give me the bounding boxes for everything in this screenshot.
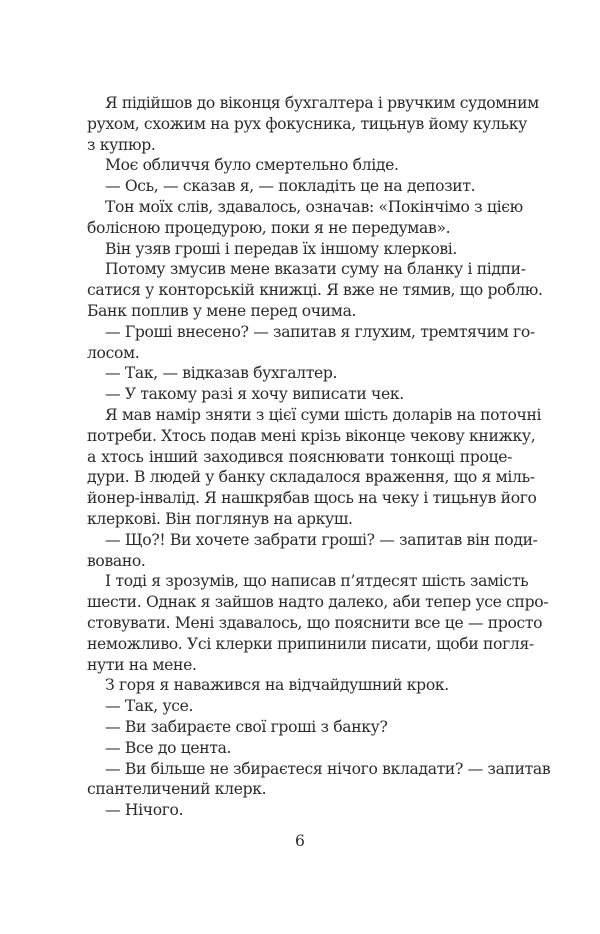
text-line: Моє обличчя було смертельно бліде.: [105, 156, 399, 175]
text-line: — У такому разі я хочу виписати чек.: [105, 385, 404, 404]
text-line: спантеличений клерк.: [87, 780, 267, 799]
text-line: — Так, — відказав бухгалтер.: [105, 364, 338, 383]
text-line: — Гроші внесено? — запитав я глухим, тремтячим го-: [105, 322, 535, 341]
text-line: Тон моїх слів, здавалось, означав: «Покінчімо з цією: [105, 197, 523, 216]
text-line: стовувати. Мені здавалось, що пояснити все це — просто: [87, 613, 543, 632]
text-line: вовано.: [87, 551, 146, 570]
text-line: сатися у конторській книжці. Я вже не тямив, що роблю.: [87, 281, 543, 300]
text-line: Потому змусив мене вказати суму на бланку і підпи-: [105, 260, 526, 279]
text-line: З горя я наважився на відчайдушний крок.: [105, 676, 449, 695]
text-line: — Все до цента.: [105, 738, 232, 757]
text-line: — Ви забираєте свої гроші з банку?: [105, 717, 388, 736]
text-line: з купюр.: [87, 135, 156, 154]
text-line: Я мав намір зняти з цієї суми шість доларів на поточні: [105, 405, 542, 424]
text-line: І тоді я зрозумів, що написав п’ятдесят шість замість: [105, 572, 529, 591]
text-line: клеркові. Він поглянув на аркуш.: [87, 509, 353, 528]
text-line: неможливо. Усі клерки припинили писати, щоби погля-: [87, 634, 534, 653]
text-line: а хтось інший заходився пояснювати тонкощі проце-: [87, 447, 512, 466]
text-line: нути на мене.: [87, 655, 197, 674]
text-line: дури. В людей у банку складалося враження, що я міль-: [87, 468, 535, 487]
text-line: — Ви більше не збираєтеся нічого вкладати? — запитав: [105, 759, 551, 778]
text-line: — Ось, — сказав я, — покладіть це на депозит.: [105, 177, 476, 196]
text-line: болісною процедурою, поки я не передумав».: [87, 218, 451, 237]
text-line: — Що?! Ви хочете забрати гроші? — запитав він поди-: [105, 530, 538, 549]
text-line: Я підійшов до віконця бухгалтера і рвучким судомним: [105, 94, 539, 112]
page-number: 6: [295, 832, 305, 850]
text-line: Він узяв гроші і передав їх іншому клеркові.: [105, 239, 458, 258]
text-line: — Нічого.: [105, 801, 184, 820]
text-line: — Так, усе.: [105, 697, 194, 716]
text-line: потреби. Хтось подав мені крізь віконце чекову книжку,: [87, 426, 536, 445]
text-line: рухом, схожим на рух фокусника, тицьнув йому кульку: [87, 114, 527, 133]
text-line: шести. Однак я зайшов надто далеко, аби тепер усе спро-: [87, 593, 549, 612]
text-line: Банк поплив у мене перед очима.: [87, 301, 357, 320]
text-line: лосом.: [87, 343, 140, 362]
body-text: [87, 93, 551, 821]
text-line: йонер-інвалід. Я нашкрябав щось на чеку і тицьнув його: [87, 489, 537, 508]
